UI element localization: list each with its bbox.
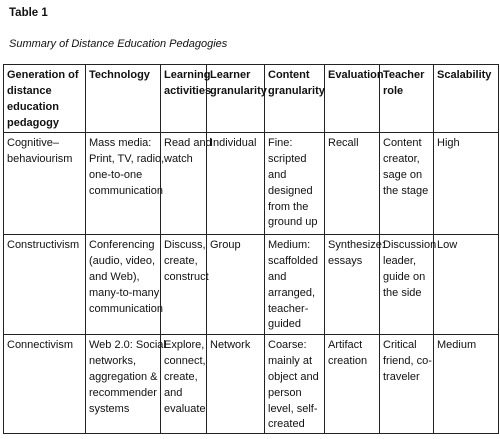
header-cell-scalability: Scalability <box>434 65 499 133</box>
table-cell: Content creator, sage on the stage <box>380 132 434 234</box>
table-caption: Summary of Distance Education Pedagogies <box>9 38 228 50</box>
header-cell-technology: Technology <box>86 65 161 133</box>
table-cell: Medium <box>434 334 499 434</box>
table-cell: Conferencing (audio, video, and Web), many-to-many communication <box>86 234 161 334</box>
table-cell: Cognitive– behaviourism <box>4 132 86 234</box>
table-cell: Explore, connect, create, and evaluate <box>161 334 207 434</box>
table-cell: Group <box>207 234 265 334</box>
table-cell: Low <box>434 234 499 334</box>
table-row <box>4 334 499 434</box>
table-cell: Mass media: Print, TV, radio, one-to-one communication <box>86 132 161 234</box>
table-cell: Medium: scaffolded and arranged, teacher- guided <box>265 234 325 334</box>
table-cell: Connectivism <box>4 334 86 434</box>
table-header-row <box>4 65 499 133</box>
pedagogy-summary-table <box>3 64 499 434</box>
table-cell: Web 2.0: Social networks, aggregation & recommender systems <box>86 334 161 434</box>
table-cell: Synthesize: essays <box>325 234 380 334</box>
table-cell: High <box>434 132 499 234</box>
header-cell-evaluation: Evaluation <box>325 65 380 133</box>
table-cell: Recall <box>325 132 380 234</box>
header-cell-teacher-role: Teacher role <box>380 65 434 133</box>
table-cell: Individual <box>207 132 265 234</box>
table-cell: Artifact creation <box>325 334 380 434</box>
table-cell: Read and watch <box>161 132 207 234</box>
table-cell: Network <box>207 334 265 434</box>
table-cell: Discussion leader, guide on the side <box>380 234 434 334</box>
header-cell-content-granularity: Content granularity <box>265 65 325 133</box>
table-row <box>4 132 499 234</box>
table-row <box>4 234 499 334</box>
table-label: Table 1 <box>9 7 48 19</box>
table-cell: Discuss, create, construct <box>161 234 207 334</box>
header-cell-learner-granularity: Learner granularity <box>207 65 265 133</box>
table-cell: Critical friend, co- traveler <box>380 334 434 434</box>
table-cell: Constructivism <box>4 234 86 334</box>
header-cell-generation: Generation of distance education pedagogy <box>4 65 86 133</box>
table-cell: Coarse: mainly at object and person level, self- created <box>265 334 325 434</box>
header-cell-learning-activities: Learning activities <box>161 65 207 133</box>
table-cell: Fine: scripted and designed from the ground up <box>265 132 325 234</box>
